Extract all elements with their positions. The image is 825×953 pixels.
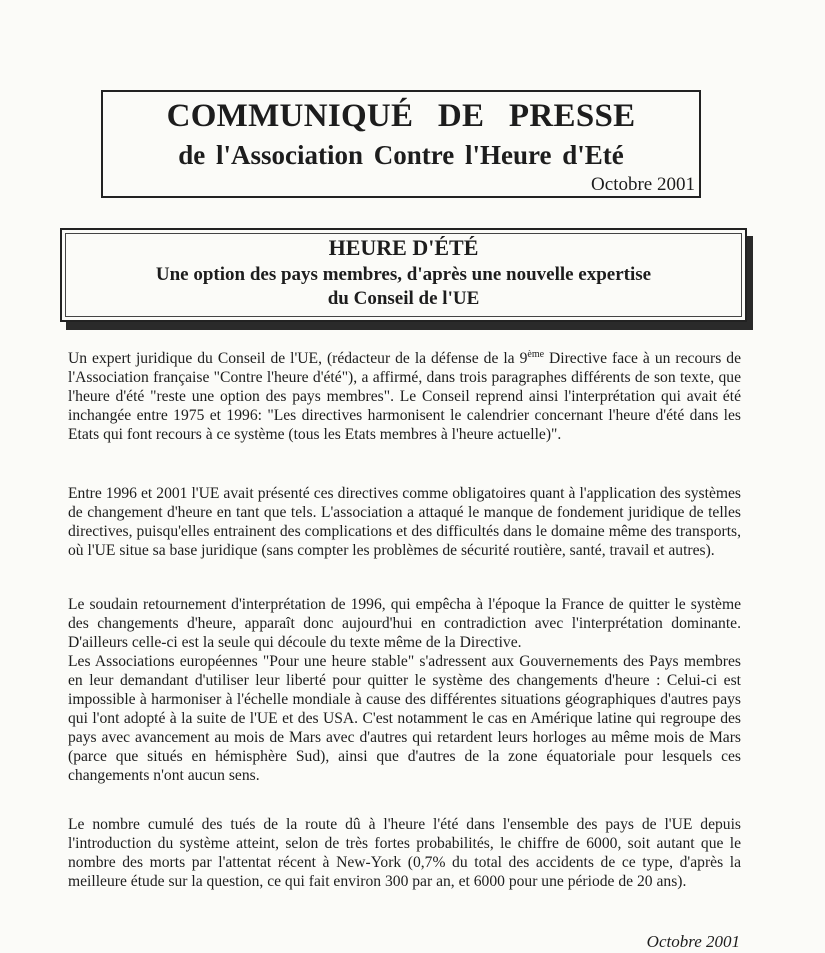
paragraph-4 <box>68 815 741 891</box>
paragraph-1-part-a: Un expert juridique du Conseil de l'UE, (rédacteur de la défense de la 9 <box>68 350 528 368</box>
paragraph-2-text: Entre 1996 et 2001 l'UE avait présenté ces directives comme obligatoires quant à l'application des systèmes de changement d'heure en tant que tels. L'association a attaqué le manque de fondement juridique de telles directives, puisqu'elles entrainent des complications et des difficultés dans le domaine même des transports, où l'UE situe sa base juridique (sans compter les problèmes de sécurité routière, santé, travail et autres). <box>68 485 741 559</box>
footer-date: Octobre 2001 <box>646 932 740 951</box>
paragraph-1 <box>68 345 741 444</box>
header-title: COMMUNIQUÉ DE PRESSE <box>166 98 636 134</box>
ordinal-superscript: ème <box>527 349 545 360</box>
article-heading: HEURE D'ÉTÉ <box>328 235 479 260</box>
article-subheading-line-2: du Conseil de l'UE <box>327 288 480 309</box>
header-date: Octobre 2001 <box>591 174 695 195</box>
press-release-header <box>101 90 701 198</box>
paragraph-4-text: Le nombre cumulé des tués de la route dû à l'heure l'été dans l'ensemble des pays de l'UE depuis l'introduction du système atteint, selon de très fortes probabilités, le chiffre de 6000, soit autant que le nombre des morts par l'attentat récent à New-York (0,7% du total des accidents de ce type, d'après la meilleure étude sur la question, ce qui fait environ 300 par an, et 6000 pour une période de 20 ans). <box>68 816 741 890</box>
paragraph-1-text <box>68 345 741 444</box>
paragraph-3 <box>68 595 741 785</box>
header-subtitle: de l'Association Contre l'Heure d'Eté <box>178 140 624 170</box>
article-title-box <box>60 228 747 322</box>
paragraph-3-text-a: Le soudain retournement d'interprétation de 1996, qui empêcha à l'époque la France de quitter le système des changements d'heure, apparaît donc aujourd'hui en contradiction avec l'interprétation dominante. D'ailleurs celle-ci est la seule qui découle du texte même de la Directive. <box>68 596 741 651</box>
paragraph-1-part-b: Directive face à un recours de l'Association française "Contre l'heure d'été"), a affirmé, dans trois paragraphes différents de son texte, que l'heure d'été "reste une option des pays membres". Le Conseil reprend ainsi l'interprétation qui avait été inchangée entre 1975 et 1996: "Les directives harmonisent le calendrier concernant l'heure d'été dans les Etats qui font recours à ce système (tous les Etats membres à l'heure actuelle)". <box>68 350 741 444</box>
paragraph-2 <box>68 484 741 560</box>
paragraph-3-text-b: Les Associations européennes "Pour une heure stable" s'adressent aux Gouvernements des Pays membres en leur demandant d'utiliser leur liberté pour quitter le système des changements d'heure : Celui-ci est impossible à harmoniser à l'échelle mondiale à cause des différentes situations géographiques d'autres pays qui l'ont adopté à la suite de l'UE et des USA. C'est notamment le cas en Amérique latine qui regroupe des pays avec avancement au mois de Mars avec d'autres qui retardent leurs horloges au même mois de Mars (parce que situés en hémisphère Sud), ainsi que d'autres de la zone équatoriale pour lesquels ces changements n'ont aucun sens. <box>68 653 741 784</box>
article-subheading-line-1: Une option des pays membres, d'après une nouvelle expertise <box>155 264 652 285</box>
